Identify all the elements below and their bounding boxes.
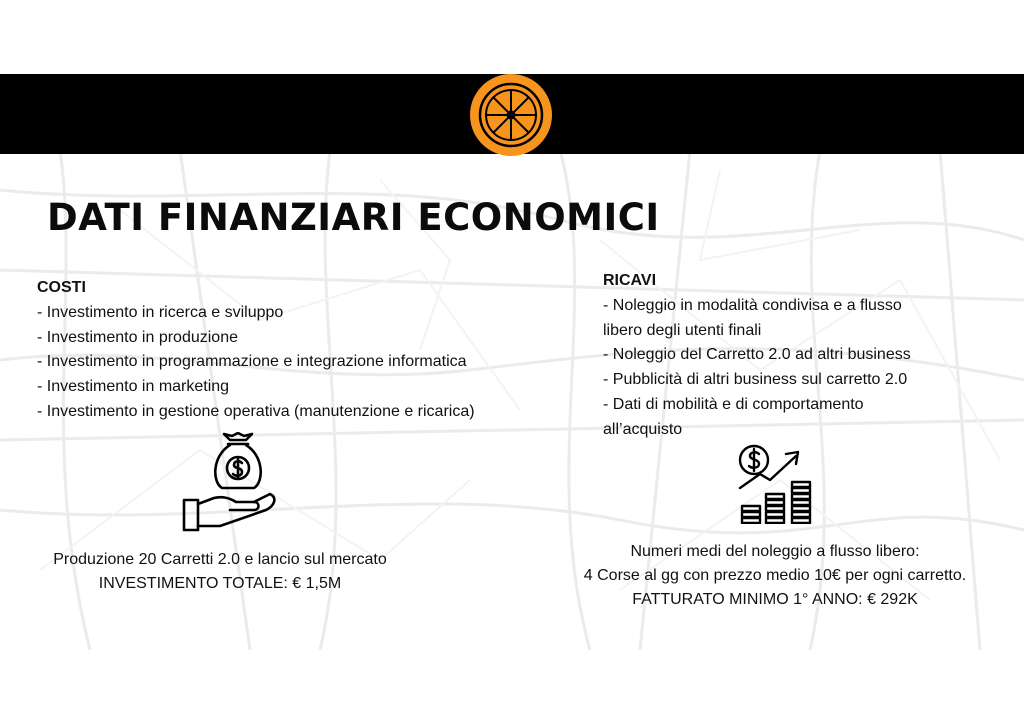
ricavi-summary-line: Numeri medi del noleggio a flusso libero:: [630, 543, 920, 560]
list-item: - Investimento in ricerca e sviluppo: [37, 303, 284, 321]
fatturato-minimo: FATTURATO MINIMO 1° ANNO: € 292K: [632, 591, 918, 608]
list-item: - Investimento in marketing: [37, 378, 230, 396]
wheel-logo-icon: [469, 73, 553, 157]
list-item: - Investimento in programmazione e integrazione informatica: [37, 353, 467, 371]
ricavi-list: [603, 294, 943, 443]
ricavi-heading: RICAVI: [603, 272, 657, 289]
list-item: - Dati di mobilità e di comportamento all’acquisto: [603, 395, 864, 438]
ricavi-summary: [555, 540, 995, 612]
list-item: - Noleggio del Carretto 2.0 ad altri business: [603, 346, 911, 364]
costi-list: [37, 301, 517, 425]
money-bag-hand-icon: [180, 432, 288, 532]
costi-summary-line: Produzione 20 Carretti 2.0 e lancio sul mercato: [53, 551, 387, 568]
list-item: - Noleggio in modalità condivisa e a flusso libero degli utenti finali: [603, 296, 902, 339]
costi-section: [37, 276, 517, 425]
ricavi-summary-line: 4 Corse al gg con prezzo medio 10€ per ogni carretto.: [583, 567, 967, 584]
page-title: DATI FINANZIARI ECONOMICI: [47, 196, 660, 239]
costi-summary: [20, 548, 420, 596]
investimento-totale: INVESTIMENTO TOTALE: € 1,5M: [98, 575, 342, 592]
ricavi-section: [603, 269, 943, 443]
costi-heading: COSTI: [37, 279, 86, 296]
list-item: - Investimento in gestione operativa (manutenzione e ricarica): [37, 402, 475, 420]
list-item: - Pubblicità di altri business sul carretto 2.0: [603, 371, 908, 389]
list-item: - Investimento in produzione: [37, 328, 238, 346]
growth-chart-icon: [736, 442, 824, 524]
